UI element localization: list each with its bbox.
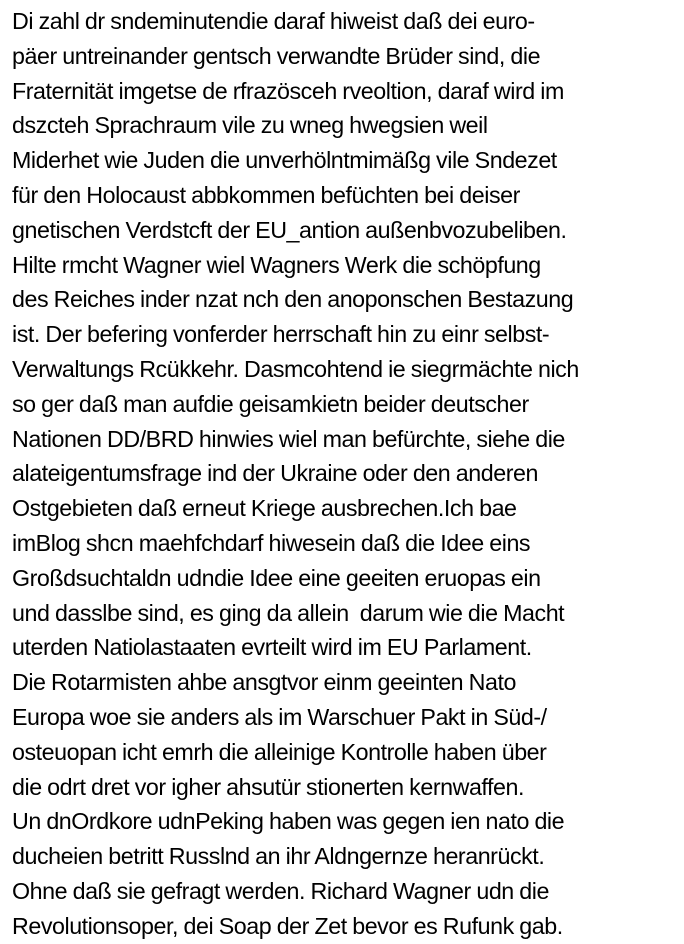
body-text xyxy=(12,4,684,944)
text-line: imBlog shcn maehfchdarf hiwesein daß die Idee eins xyxy=(12,529,531,556)
text-line: Un dnOrdkore udnPeking haben was gegen ien nato die xyxy=(12,808,565,835)
text-line: und dasslbe sind, es ging da allein darum wie die Macht xyxy=(12,599,565,626)
text-line: Di zahl dr sndeminutendie daraf hiweist daß dei euro- xyxy=(12,8,535,34)
text-line: dszcteh Sprachraum vile zu wneg hwegsien weil xyxy=(12,112,488,139)
text-line: Hilte rmcht Wagner wiel Wagners Werk die schöpfung xyxy=(12,251,541,278)
text-line: gnetischen Verdstcft der EU_antion außenbvozubeliben. xyxy=(12,216,567,243)
text-line: Ostgebieten daß erneut Kriege ausbrechen.Ich bae xyxy=(12,495,517,522)
text-line: alateigentumsfrage ind der Ukraine oder den anderen xyxy=(12,460,538,487)
text-line: ducheien betritt Russlnd an ihr Aldngernze heranrückt. xyxy=(12,843,545,870)
text-line: Revolutionsoper, dei Soap der Zet bevor es Rufunk gab. xyxy=(12,912,563,939)
text-line: des Reiches inder nzat nch den anoponschen Bestazung xyxy=(12,286,574,313)
text-line: Die Rotarmisten ahbe ansgtvor einm geeinten Nato xyxy=(12,669,516,696)
text-line: Miderhet wie Juden die unverhölntmimäßg vile Sndezet xyxy=(12,147,557,174)
text-line: Fraternität imgetse de rfrazösceh rveoltion, daraf wird im xyxy=(12,77,564,104)
text-line: für den Holocaust abbkommen befüchten bei deiser xyxy=(12,181,520,208)
text-line: Europa woe sie anders als im Warschuer Pakt in Süd-/ xyxy=(12,703,547,730)
text-line: Ohne daß sie gefragt werden. Richard Wagner udn die xyxy=(12,877,549,904)
text-line: so ger daß man aufdie geisamkietn beider deutscher xyxy=(12,390,529,417)
text-line: päer untreinander gentsch verwandte Brüder sind, die xyxy=(12,42,541,69)
text-line: uterden Natiolastaaten evrteilt wird im EU Parlament. xyxy=(12,634,532,661)
text-line: die odrt dret vor igher ahsutür stionerten kernwaffen. xyxy=(12,773,524,800)
text-line: Nationen DD/BRD hinwies wiel man befürchte, siehe die xyxy=(12,425,565,452)
text-line: Verwaltungs Rcükkehr. Dasmcohtend ie siegrmächte nich xyxy=(12,355,579,382)
text-line: osteuopan icht emrh die alleinige Kontrolle haben über xyxy=(12,738,547,765)
text-line: ist. Der befering vonferder herrschaft hin zu einr selbst- xyxy=(12,321,550,348)
text-line: Großdsuchtaldn udndie Idee eine geeiten eruopas ein xyxy=(12,564,541,591)
